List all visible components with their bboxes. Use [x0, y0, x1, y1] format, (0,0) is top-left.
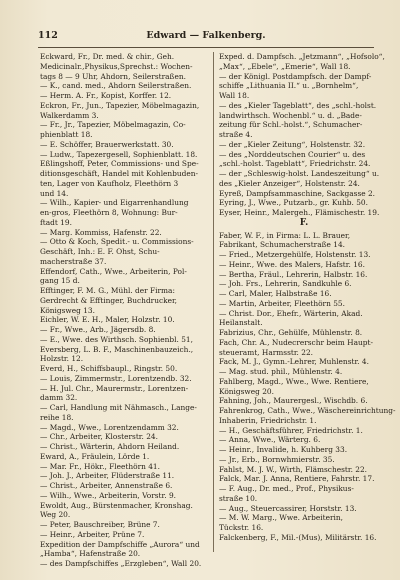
directory-entry-line: — des „Norddeutschen Courier“ u. des — [219, 149, 366, 159]
running-title: Edward — Falkenberg. — [146, 30, 266, 41]
directory-entry-line: — Martin, Arbeiter, Fleethörn 55. — [219, 298, 345, 308]
directory-entry-line: steueramt, Harmsstr. 22. — [219, 347, 314, 357]
directory-entry-line: — M. W. Marg., Wwe. Arbeiterin, — [219, 513, 343, 523]
directory-entry-line: des „Kieler Anzeiger“, Holstenstr. 24. — [219, 178, 360, 188]
directory-entry-line: Fach, Chr. A., Nudecrerschr beim Haupt- — [219, 337, 373, 347]
directory-entry-line: phienblatt 18. — [40, 130, 93, 139]
directory-entry-line: Eversberg, L. B. F., Maschinenbauzeich., — [40, 344, 194, 354]
directory-entry-line: zeitung für Schl.-holst.“, Schumacher- — [219, 120, 363, 130]
directory-entry-line: — Jr., Erb., Bornwhmierstr. 35. — [219, 454, 335, 464]
section-letter: F. — [299, 217, 309, 228]
directory-entry-line: — Wilh., Wwe., Arbeiterin, Vorstr. 9. — [40, 490, 176, 500]
directory-entry-line: — Heinr., Arbeiter, Prüne 7. — [40, 529, 145, 539]
directory-entry-line: und 14. — [40, 188, 69, 198]
directory-entry-line: Walkerdamm 3. — [40, 110, 99, 120]
directory-entry-line: Königsweg 13. — [40, 305, 95, 315]
directory-entry-line: — Fr., Wwe., Arb., Jägersdb. 8. — [40, 325, 156, 334]
directory-entry-line: tags 8 — 9 Uhr, Ahdorn, Seilerstraßen. — [40, 71, 186, 81]
directory-entry-line: — Chr., Arbeiter, Klosterstr. 24. — [40, 432, 158, 442]
directory-entry-line: Fack, M. J., Gymn.-Lehrer, Muhlenstr. 4. — [219, 357, 369, 367]
directory-entry-line: Everd, H., Schiffsbaupl., Ringstr. 50. — [40, 364, 178, 373]
directory-entry-line: — Ludw., Tapezergesell, Sophienblatt. 18. — [40, 149, 198, 159]
directory-entry-line: Falck, Mar. J. Anna, Rentiere, Fahrstr. 17. — [219, 474, 375, 484]
directory-entry-line: Expedition der Dampfschiffe „Aurora“ und — [40, 539, 200, 549]
directory-entry-line: Eichler, W. E. H., Maler, Holzstr. 10. — [40, 315, 175, 325]
directory-entry-line: straße 4. — [219, 130, 253, 139]
directory-entry-line: ten, Lager von Kaufholz, Fleethörn 3 — [40, 178, 179, 188]
page-number: 112 — [38, 30, 58, 41]
directory-entry-line: — Bertha, Fräul., Lehrerin, Halbstr. 16. — [219, 269, 368, 279]
directory-entry-line: Wall 18. — [219, 91, 250, 100]
directory-entry-line: ftadt 19. — [40, 217, 72, 227]
directory-entry-line: Eckron, Fr., Jun., Tapezier, Möbelmagazin, — [40, 100, 200, 110]
directory-entry-line: Weg 20. — [40, 510, 71, 520]
directory-entry-line: Eyring, J., Wwe., Putzarb., gr. Kuhb. 50. — [219, 198, 368, 208]
directory-entry-line: gang 15 d. — [40, 276, 80, 286]
directory-entry-line: — Carl, Maler, Halbstraße 16. — [219, 289, 332, 298]
directory-entry-line: landwirthsch. Wochenbl.“ u. d. „Bade- — [219, 110, 362, 120]
directory-entry-line: — H. Jul. Chr., Maurermstr., Lorentzen- — [40, 383, 189, 393]
column-divider — [213, 52, 214, 552]
directory-entry-line: Tückstr. 16. — [219, 523, 264, 532]
directory-entry-line: — Aug., Steuercassirer, Horststr. 13. — [219, 503, 357, 513]
directory-entry-line: — des „Kieler Tageblatt“, des „schl.-holst. — [219, 100, 377, 110]
directory-entry-line: Holzstr. 12. — [40, 354, 84, 364]
directory-entry-line: — K., cand. med., Ahdorn Seilerstraßen. — [40, 81, 192, 91]
directory-entry-line: — Christ., Arbeiter, Annenstraße 6. — [40, 481, 173, 490]
directory-entry-line: — Heinr., Wwe. des Malers, Hafstr. 16. — [219, 259, 365, 269]
directory-entry-line: — F. Aug., Dr. med., Prof., Physikus- — [219, 484, 354, 493]
directory-entry-line: — Joh. J., Arbeiter, Flüderstraße 11. — [40, 471, 175, 481]
directory-entry-line: Effendorf, Cath., Wwe., Arbeiterin, Pol- — [40, 266, 187, 276]
directory-entry-line: „schl.-holst. Tageblatt“, Friedrichstr. 24. — [219, 159, 371, 169]
directory-entry-line: — Christ. Dor., Ehefr., Wärterin, Akad. — [219, 308, 363, 318]
directory-entry-line: — der Königl. Postdampfsch. der Dampf- — [219, 71, 372, 81]
directory-entry-line: Falckenberg, F., Mil.-(Mus), Militärstr. 16. — [219, 532, 377, 542]
directory-entry-line: Faber, W. F., in Firma: L. L. Brauer, — [219, 230, 351, 240]
directory-entry-line: — Otto & Koch, Spedit.- u. Commissions- — [40, 237, 194, 247]
directory-entry-line: Fabrizius, Chr., Gehülfe, Mühlenstr. 8. — [219, 328, 363, 337]
directory-entry-line: Eyreß, Dampfsammaschine, Sackgasse 2. — [219, 188, 376, 198]
directory-entry-line: Eward, A., Fräulein, Lörde 1. — [40, 451, 150, 461]
directory-entry-line: — Carl, Handlung mit Nähmasch., Lange- — [40, 403, 197, 412]
directory-entry-line: Heilanstalt. — [219, 318, 263, 328]
right-column — [219, 52, 396, 543]
directory-entry-line: — der „Schleswig-holst. Landeszeitung“ u. — [219, 169, 380, 178]
directory-entry-line: — Mar. Fr., Hökr., Fleethörn 41. — [40, 461, 160, 471]
directory-entry-line: Fabrikant, Schumacherstraße 14. — [219, 240, 346, 250]
directory-entry-line: Fahrenkrog, Cath., Wwe., Wäschereinrichtung- — [219, 406, 396, 415]
directory-entry-line: — Herm. A. Fr., Kopist, Korffer. 12. — [40, 91, 172, 100]
directory-entry-line: reihe 18. — [40, 412, 74, 422]
directory-entry-line: — des Dampfschiffes „Erzgleben“, Wall 20. — [40, 559, 202, 568]
directory-entry-line: — Fr., Jr., Tapezier, Möbelmagazin, Co- — [40, 120, 186, 130]
directory-entry-line: Ewoldt, Aug., Bürstenmacher, Kronshag. — [40, 500, 193, 510]
directory-entry-line: straße 10. — [219, 493, 258, 503]
directory-entry-line: — Fried., Metzergehülfe, Holstenstr. 13. — [219, 250, 371, 259]
header-rule — [38, 47, 374, 48]
left-column — [40, 52, 208, 569]
directory-entry-line: — Marg. Kommiss, Hafenstr. 22. — [40, 227, 162, 237]
directory-entry-line: Medicinalr.,Physikus,Sprechst.: Wochen- — [40, 61, 193, 71]
page-header — [38, 30, 374, 46]
directory-entry-line: Efftinger, F. M. G., Mühl. der Firma: — [40, 286, 175, 295]
directory-entry-line: Fahning, Joh., Maurergesl., Wischdb. 6. — [219, 396, 368, 406]
directory-entry-line: „Hamba“, Hafenstraße 20. — [40, 549, 141, 559]
directory-entry-line: — E., Wwe. des Wirthsch. Sophienbl. 51, — [40, 334, 193, 344]
directory-entry-line: Gerdrecht & Efftinger, Buchdrucker, — [40, 295, 178, 305]
directory-entry-line: — Magd., Wwe., Lorentzendamm 32. — [40, 422, 179, 432]
directory-entry-line: Fahlst, M. J. W., Wirth, Flämschestr. 22. — [219, 464, 368, 474]
directory-entry-line: Königsweg 20. — [219, 386, 274, 396]
directory-entry-line: — Wilh., Kapier- und Eigarrenhandlung — [40, 198, 189, 208]
directory-entry-line: — Peter, Bauschreiber, Brüne 7. — [40, 520, 160, 529]
directory-entry-line: — Joh. Frs., Lehrerin, Sandkuhle 6. — [219, 279, 352, 289]
directory-entry-line: Fahlberg, Magd., Wwe., Wwe. Rentiere, — [219, 376, 369, 386]
directory-entry-line: — der „Kieler Zeitung“, Holstenstr. 32. — [219, 139, 366, 149]
directory-entry-line: — Christ., Wärterin, Ahdorn Heiland. — [40, 442, 180, 451]
directory-entry-line: Eßlingshoff, Peter, Commissions- und Spe- — [40, 159, 199, 169]
directory-entry-line: schiffe „Lithuania II.“ u. „Bornhelm“, — [219, 81, 359, 91]
directory-entry-line: Eyser, Heinr., Malergeh., Flämischestr. 19. — [219, 208, 380, 217]
directory-entry-line: Inhaberin, Friedrichstr. 1. — [219, 415, 317, 425]
directory-entry-line: Eckward, Fr., Dr. med. & chir., Geh. — [40, 52, 175, 61]
directory-entry-line: — H., Geschäftsführer, Friedrichstr. 1. — [219, 425, 363, 435]
directory-entry-line: „Max“, „Ebele“, „Emerie“, Wall 18. — [219, 61, 351, 71]
directory-entry-line: — Louis, Zimmermstr., Lorentzendb. 32. — [40, 373, 192, 383]
directory-entry-line: — Mag. stud. phil., Mühlenstr. 4. — [219, 367, 343, 376]
directory-entry-line: en-gros, Fleethörn 8, Wohnung: Bur- — [40, 208, 178, 217]
directory-entry-line: — Heinr., Invalide, h. Kuhberg 33. — [219, 445, 348, 454]
directory-entry-line: — Anna, Wwe., Wärterg. 6. — [219, 435, 321, 445]
directory-entry-line: damm 32. — [40, 393, 78, 403]
directory-entry-line: — E. Schöffer, Brauerwerkstatt. 30. — [40, 139, 174, 149]
directory-entry-line: Exped. d. Dampfsch. „Jetzmann“, „Hofsolo“, — [219, 52, 385, 61]
directory-entry-line: ditionsgeschäft, Handel mit Kohlenbuden- — [40, 169, 199, 178]
directory-entry-line: macherstraße 37. — [40, 256, 107, 266]
directory-entry-line: Geschäft, Inh.: E. F. Ohst, Schu- — [40, 247, 160, 256]
